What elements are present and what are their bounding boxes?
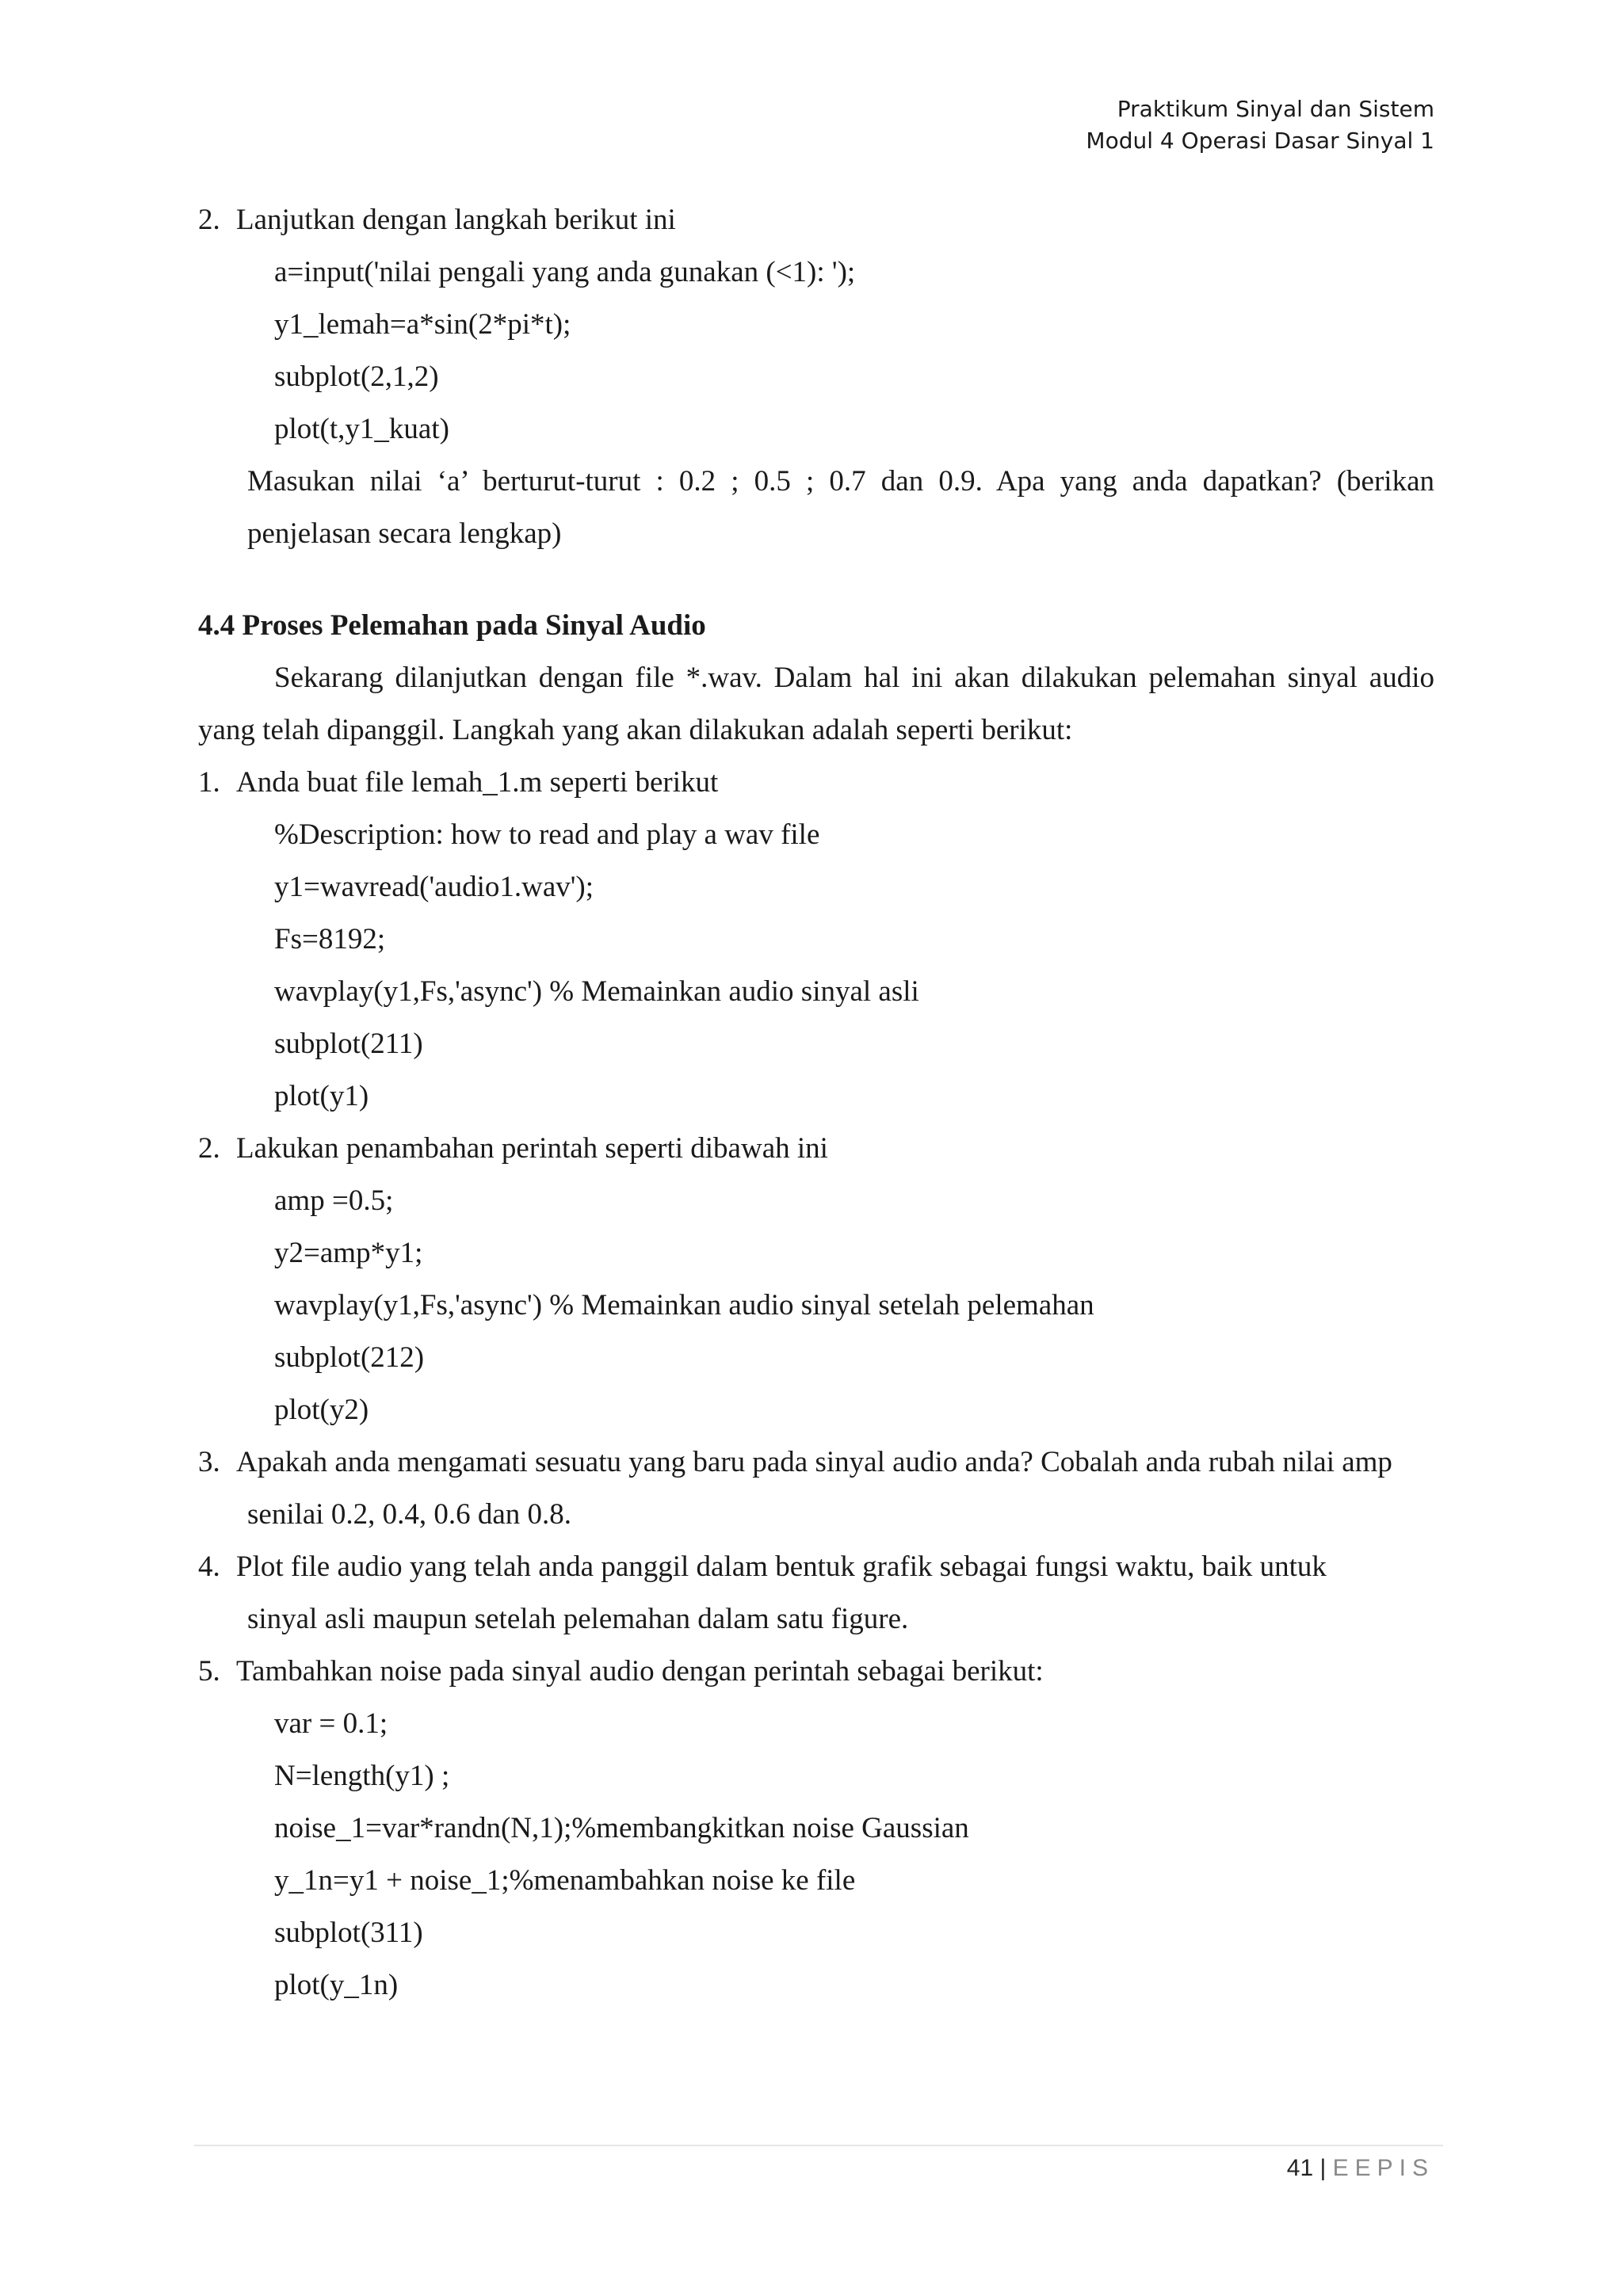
- code-line: plot(t,y1_kuat): [274, 413, 449, 445]
- page-number: 41: [1286, 2155, 1314, 2181]
- list-number: 1.: [198, 766, 220, 799]
- running-header: [1086, 93, 1434, 157]
- list-text: Lakukan penambahan perintah seperti dibawah ini: [236, 1132, 828, 1165]
- list-item: [198, 1123, 1434, 1175]
- code-line: N=length(y1) ;: [274, 1760, 450, 1792]
- code-line: amp =0.5;: [274, 1184, 394, 1217]
- code-line: Fs=8192;: [274, 923, 386, 955]
- code-line: y1=wavread('audio1.wav');: [274, 871, 594, 903]
- code-line: subplot(212): [274, 1341, 425, 1374]
- header-module-title: Modul 4 Operasi Dasar Sinyal 1: [1086, 128, 1434, 154]
- code-line: y1_lemah=a*sin(2*pi*t);: [274, 308, 571, 341]
- code-line: wavplay(y1,Fs,'async') % Memainkan audio sinyal asli: [274, 975, 919, 1008]
- list-number: 4.: [198, 1550, 220, 1583]
- list-number: 5.: [198, 1655, 220, 1688]
- list-text-continuation: sinyal asli maupun setelah pelemahan dalam satu figure.: [247, 1603, 909, 1635]
- code-line: subplot(2,1,2): [274, 360, 439, 393]
- footer-institution: EEPIS: [1332, 2155, 1434, 2181]
- instruction-text: Masukan nilai ‘a’ berturut-turut : 0.2 ; 0.5 ; 0.7 dan 0.9. Apa yang anda dapatkan? (berikan: [247, 465, 1434, 498]
- list-text: Tambahkan noise pada sinyal audio dengan perintah sebagai berikut:: [236, 1655, 1044, 1688]
- code-line: wavplay(y1,Fs,'async') % Memainkan audio sinyal setelah pelemahan: [274, 1289, 1094, 1322]
- code-line: noise_1=var*randn(N,1);%membangkitkan noise Gaussian: [274, 1812, 969, 1844]
- list-item: [198, 1436, 1434, 1489]
- paragraph-text: yang telah dipanggil. Langkah yang akan dilakukan adalah seperti berikut:: [198, 714, 1073, 746]
- code-line: plot(y1): [274, 1080, 369, 1112]
- list-text: Anda buat file lemah_1.m seperti berikut: [236, 766, 719, 799]
- list-text-continuation: senilai 0.2, 0.4, 0.6 dan 0.8.: [247, 1498, 572, 1531]
- document-body: [198, 194, 1434, 2012]
- footer-divider: [194, 2145, 1443, 2146]
- code-line: y_1n=y1 + noise_1;%menambahkan noise ke file: [274, 1864, 856, 1897]
- code-line: y2=amp*y1;: [274, 1237, 423, 1269]
- paragraph-text: Sekarang dilanjutkan dengan file *.wav. Dalam hal ini akan dilakukan pelemahan sinyal audio: [274, 662, 1434, 694]
- page-footer: [1287, 2149, 1434, 2188]
- section-heading: 4.4 Proses Pelemahan pada Sinyal Audio: [198, 609, 706, 642]
- list-number: 2.: [198, 204, 220, 236]
- list-number: 3.: [198, 1446, 220, 1478]
- list-item: [198, 194, 1434, 246]
- code-line: var = 0.1;: [274, 1707, 388, 1740]
- code-line: a=input('nilai pengali yang anda gunakan (<1): ');: [274, 256, 856, 288]
- list-item: [198, 1646, 1434, 1698]
- header-course-title: Praktikum Sinyal dan Sistem: [1117, 96, 1434, 122]
- code-line: subplot(211): [274, 1028, 423, 1060]
- instruction-text: penjelasan secara lengkap): [247, 517, 562, 550]
- code-line: plot(y2): [274, 1394, 369, 1426]
- list-text: Apakah anda mengamati sesuatu yang baru pada sinyal audio anda? Cobalah anda rubah nilai amp: [236, 1446, 1392, 1478]
- code-line: plot(y_1n): [274, 1969, 399, 2001]
- list-item: [198, 1541, 1434, 1593]
- code-line: %Description: how to read and play a wav file: [274, 818, 820, 851]
- footer-separator: |: [1319, 2155, 1327, 2181]
- list-item: [198, 757, 1434, 809]
- list-text: Lanjutkan dengan langkah berikut ini: [236, 204, 676, 236]
- list-text: Plot file audio yang telah anda panggil dalam bentuk grafik sebagai fungsi waktu, baik untuk: [236, 1550, 1327, 1583]
- list-number: 2.: [198, 1132, 220, 1165]
- code-line: subplot(311): [274, 1917, 423, 1949]
